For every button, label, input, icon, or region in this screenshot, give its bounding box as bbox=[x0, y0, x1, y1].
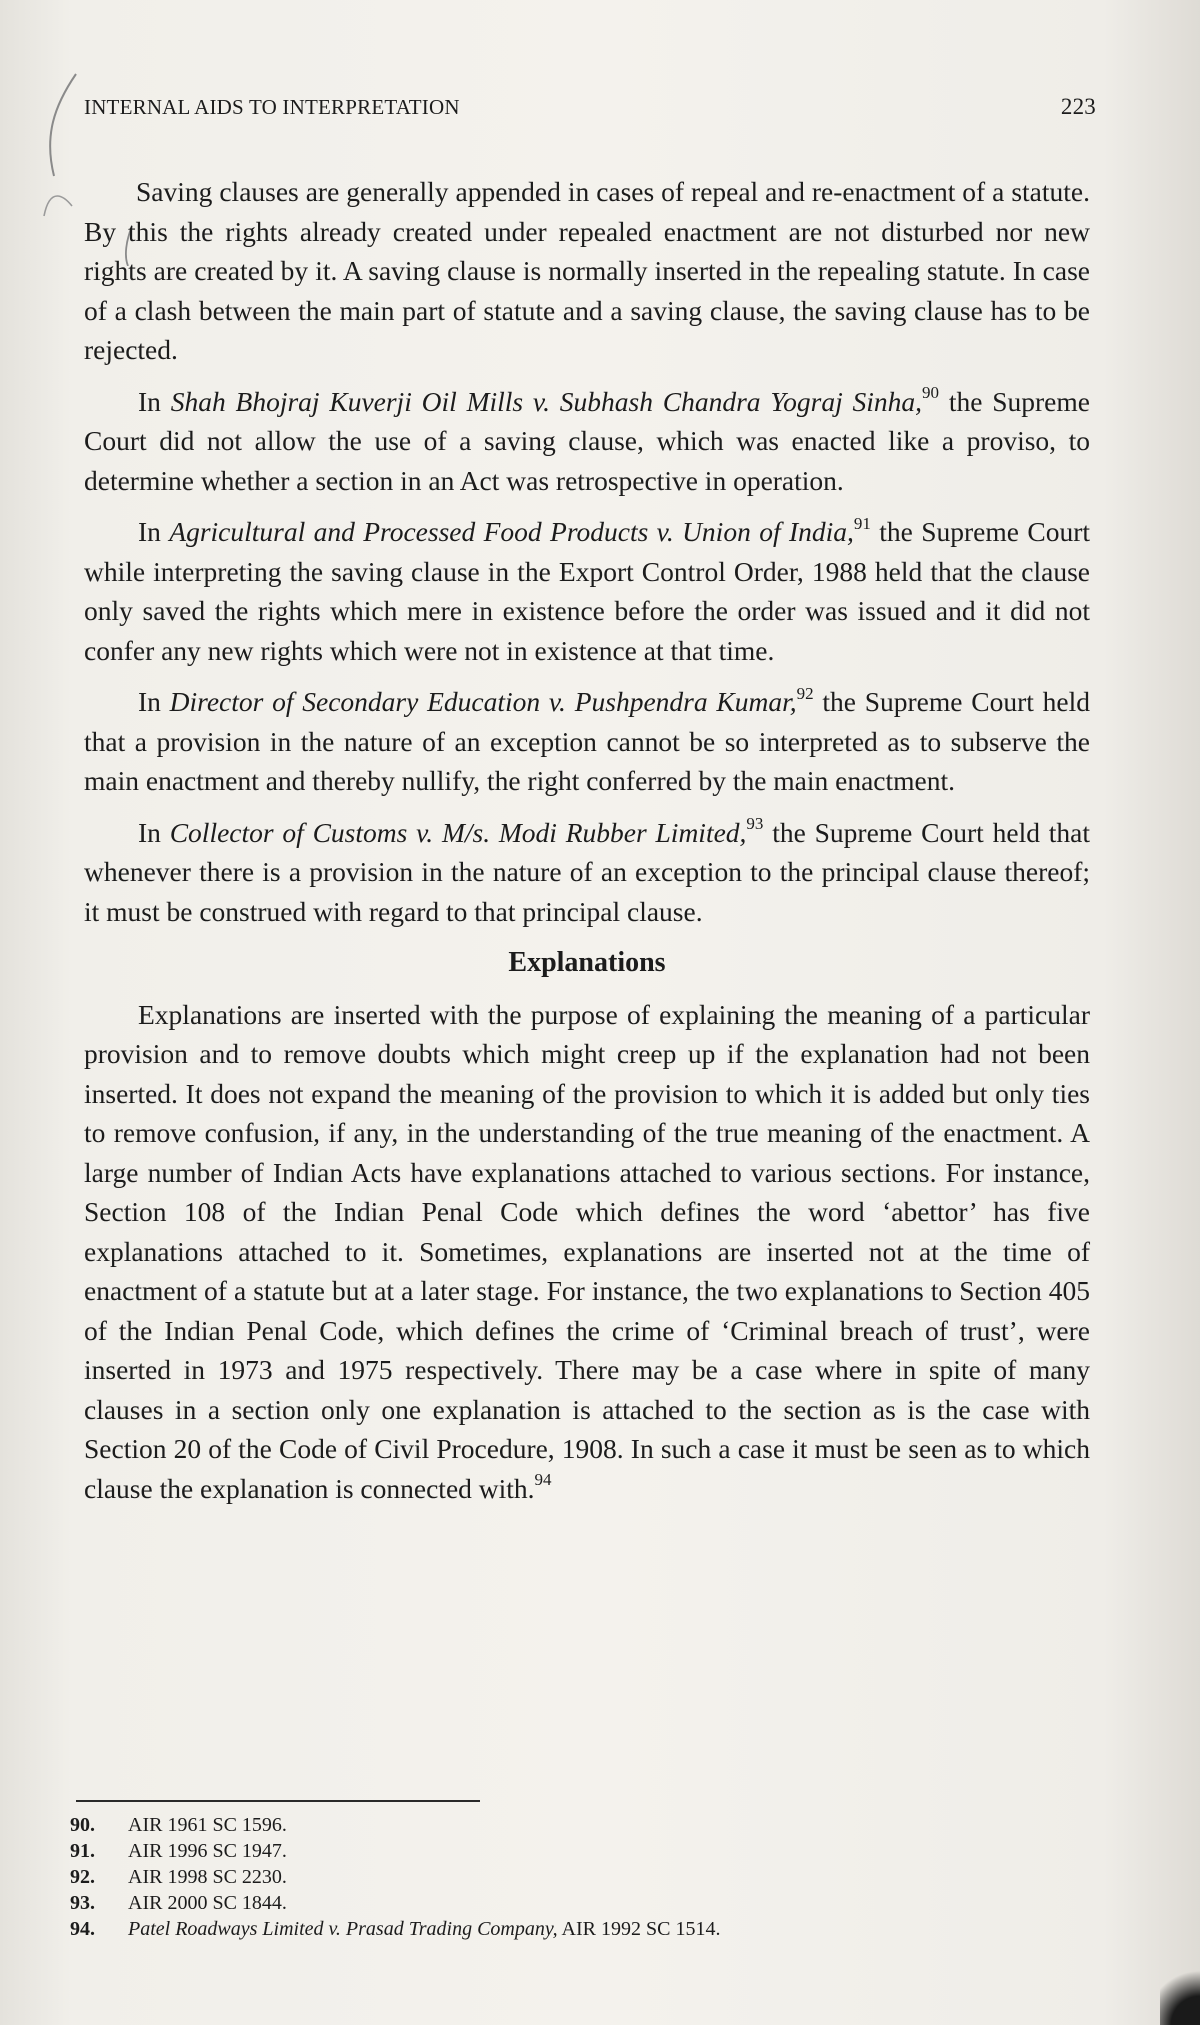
paragraph-text: the Supreme Court did not allow the use of a saving clause, which was enacted like a proviso, to determine whether a section in an Act was retrospective in operation. bbox=[84, 385, 1090, 496]
case-name: Agricultural and Processed Food Products v. Union of India, bbox=[169, 516, 854, 547]
in-word: In bbox=[138, 816, 170, 848]
paragraph-explanations bbox=[84, 995, 1090, 1509]
footnote-item bbox=[70, 1838, 970, 1864]
page-header bbox=[84, 94, 1096, 120]
footnote-ref: 90 bbox=[922, 383, 940, 403]
footnote-text: AIR 1996 SC 1947. bbox=[128, 1840, 287, 1862]
paragraph-case-director bbox=[84, 682, 1090, 801]
page-number: 223 bbox=[1060, 94, 1096, 119]
footnote-item bbox=[70, 1916, 970, 1942]
footnote-item bbox=[70, 1890, 970, 1916]
case-name: Collector of Customs v. M/s. Modi Rubber Limited, bbox=[169, 816, 747, 848]
footnote-number: 91. bbox=[70, 1840, 95, 1862]
footnote-ref: 92 bbox=[796, 683, 814, 703]
footnote-item bbox=[70, 1864, 970, 1890]
footnote-text: AIR 1998 SC 2230. bbox=[128, 1866, 287, 1888]
paragraph-case-collector bbox=[84, 813, 1090, 932]
footnote-number: 92. bbox=[70, 1866, 95, 1888]
paragraph-case-shah-bhojraj bbox=[84, 382, 1090, 501]
paragraph-case-agricultural bbox=[84, 512, 1090, 670]
footnote-text: AIR 1961 SC 1596. bbox=[128, 1814, 287, 1836]
page-body bbox=[84, 172, 1090, 1520]
paragraph-text: the Supreme Court while interpreting the saving clause in the Export Control Order, 1988 held that the clause only saved the rights which mere in existence before the order was issued and it did not confer any new rights which were not in existence at that time. bbox=[84, 516, 1090, 666]
citation: AIR 1992 SC 1514. bbox=[557, 1918, 721, 1940]
footnote-item bbox=[70, 1812, 970, 1838]
footnote-text bbox=[128, 1916, 720, 1942]
section-heading: Explanations bbox=[508, 947, 666, 978]
footnote-ref: 94 bbox=[534, 1470, 552, 1490]
footnote-text: AIR 2000 SC 1844. bbox=[128, 1892, 287, 1914]
paragraph-text: Explanations are inserted with the purpose of explaining the meaning of a particular provision and to remove doubts which might creep up if the explanation had not been inserted. It does not expand the meaning of the provision to which it is added but only ties to remove confusion, if any, in the understanding of the true meaning of the enactment. A large number of Indian Acts have explanations attached to various sections. For instance, Section 108 of the Indian Penal Code which defines the word ‘abettor’ has five explanations attached to it. Sometimes, explanations are inserted not at the time of enactment of a statute but at a later stage. For instance, the two explanations to Section 405 of the Indian Penal Code, which defines the crime of ‘Criminal breach of trust’, were inserted in 1973 and 1975 respectively. There may be a case where in spite of many clauses in a section only one explanation is attached to the section as is the case with Section 20 of the Code of Civil Procedure, 1908. In such a case it must be seen as to which clause the explanation is connected with. bbox=[84, 998, 1090, 1504]
footnote-number: 94. bbox=[70, 1918, 95, 1940]
case-name: Director of Secondary Education v. Pushpendra Kumar, bbox=[169, 686, 797, 717]
page-corner-shadow bbox=[1160, 1965, 1200, 2025]
case-name: Patel Roadways Limited v. Prasad Trading Company, bbox=[128, 1918, 558, 1940]
paragraph-text: the Supreme Court held that a provision in the nature of an exception cannot be so interpreted as to subserve the main enactment and thereby nullify, the right conferred by the main enactment. bbox=[84, 686, 1090, 796]
footnote-number: 93. bbox=[70, 1892, 95, 1914]
footnotes bbox=[70, 1812, 970, 1942]
in-word: In bbox=[138, 385, 171, 417]
paragraph-saving-clauses: Saving clauses are generally appended in cases of repeal and re-enactment of a statute. By this the rights already created under repealed enactment are not disturbed nor new rights are created by it. A saving clause is normally inserted in the repealing statute. In case of a clash between the main part of statute and a saving clause, the saving clause has to be rejected. bbox=[84, 176, 1090, 365]
paragraph-text: the Supreme Court held that whenever there is a provision in the nature of an exception to the principal clause thereof; it must be construed with regard to that principal clause. bbox=[84, 816, 1090, 927]
footnote-number: 90. bbox=[70, 1814, 95, 1836]
footnote-ref: 93 bbox=[746, 814, 764, 834]
footnote-ref: 91 bbox=[853, 513, 871, 533]
in-word: In bbox=[138, 516, 170, 547]
footnote-rule bbox=[76, 1800, 480, 1802]
running-head: INTERNAL AIDS TO INTERPRETATION bbox=[84, 95, 460, 119]
in-word: In bbox=[138, 686, 170, 717]
case-name: Shah Bhojraj Kuverji Oil Mills v. Subhash Chandra Yograj Sinha, bbox=[170, 385, 923, 417]
